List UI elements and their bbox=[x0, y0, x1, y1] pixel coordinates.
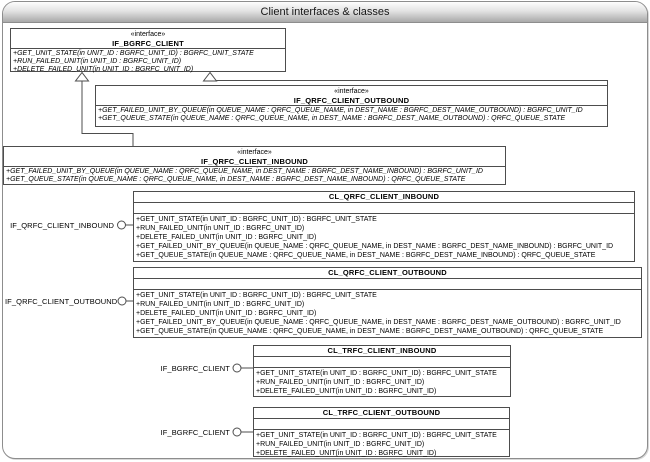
lollipop-label-if-qrfc-client-outbound: IF_QRFC_CLIENT_OUTBOUND bbox=[5, 297, 118, 306]
attributes-compartment bbox=[254, 356, 510, 367]
methods-compartment bbox=[4, 166, 505, 185]
method-line: +GET_UNIT_STATE(in UNIT_ID : BGRFC_UNIT_ID) : BGRFC_UNIT_STATE bbox=[136, 292, 377, 299]
method-line: +DELETE_FAILED_UNIT(in UNIT_ID : BGRFC_UNIT_ID) bbox=[256, 450, 437, 457]
method-line: +GET_FAILED_UNIT_BY_QUEUE(in QUEUE_NAME : QRFC_QUEUE_NAME, in DEST_NAME : BGRFC_DEST_NAME_OUTBOUND) : BGRFC_UNIT_ID bbox=[136, 319, 621, 326]
lollipop-label-if-bgrfc-client-inbound: IF_BGRFC_CLIENT bbox=[160, 364, 230, 373]
interface-name: IF_QRFC_CLIENT_OUTBOUND bbox=[293, 96, 410, 105]
methods-compartment bbox=[96, 105, 607, 124]
lollipop-label-if-bgrfc-client-outbound: IF_BGRFC_CLIENT bbox=[160, 428, 230, 437]
methods-compartment bbox=[134, 213, 634, 261]
stereotype-label: «interface» bbox=[334, 88, 369, 95]
class-cl-qrfc-client-inbound bbox=[133, 191, 635, 262]
method-line: +DELETE_FAILED_UNIT(in UNIT_ID : BGRFC_UNIT_ID) bbox=[136, 310, 317, 317]
method-line: +RUN_FAILED_UNIT(in UNIT_ID : BGRFC_UNIT_ID) bbox=[256, 441, 425, 448]
methods-compartment bbox=[254, 429, 509, 459]
class-cl-trfc-client-inbound bbox=[253, 345, 511, 397]
interface-header bbox=[11, 29, 285, 48]
interface-if-qrfc-client-outbound bbox=[95, 85, 608, 127]
attributes-compartment bbox=[134, 202, 634, 213]
class-cl-qrfc-client-outbound bbox=[133, 267, 642, 338]
method-line: +GET_QUEUE_STATE(in QUEUE_NAME : QRFC_QUEUE_NAME, in DEST_NAME : BGRFC_DEST_NAME_INBOUND) : QRFC_QUEUE_STATE bbox=[136, 252, 596, 259]
interface-name: IF_QRFC_CLIENT_INBOUND bbox=[201, 157, 308, 166]
interface-if-qrfc-client-inbound bbox=[3, 146, 506, 185]
method-line: +RUN_FAILED_UNIT(in UNIT_ID : BGRFC_UNIT_ID) bbox=[13, 58, 182, 65]
class-name: CL_QRFC_CLIENT_OUTBOUND bbox=[328, 268, 447, 277]
method-line: +DELETE_FAILED_UNIT(in UNIT_ID : BGRFC_UNIT_ID) bbox=[136, 234, 317, 241]
attributes-compartment bbox=[254, 418, 509, 429]
method-line: +DELETE_FAILED_UNIT(in UNIT_ID : BGRFC_UNIT_ID) bbox=[256, 388, 437, 395]
stereotype-label: «interface» bbox=[237, 149, 272, 156]
method-line: +GET_QUEUE_STATE(in QUEUE_NAME : QRFC_QUEUE_NAME, in DEST_NAME : BGRFC_DEST_NAME_OUTBOUND) : QRFC_QUEUE_STATE bbox=[98, 115, 566, 122]
interface-header bbox=[96, 86, 607, 105]
interface-name: IF_BGRFC_CLIENT bbox=[112, 39, 184, 48]
class-cl-trfc-client-outbound bbox=[253, 407, 510, 457]
method-line: +RUN_FAILED_UNIT(in UNIT_ID : BGRFC_UNIT_ID) bbox=[136, 225, 305, 232]
method-line: +RUN_FAILED_UNIT(in UNIT_ID : BGRFC_UNIT_ID) bbox=[136, 301, 305, 308]
class-name: CL_QRFC_CLIENT_INBOUND bbox=[328, 192, 440, 201]
method-line: +GET_UNIT_STATE(in UNIT_ID : BGRFC_UNIT_ID) : BGRFC_UNIT_STATE bbox=[13, 50, 254, 57]
method-line: +GET_UNIT_STATE(in UNIT_ID : BGRFC_UNIT_ID) : BGRFC_UNIT_STATE bbox=[136, 216, 377, 223]
method-line: +DELETE_FAILED_UNIT(in UNIT_ID : BGRFC_UNIT_ID) bbox=[13, 66, 194, 73]
diagram-title-bar bbox=[3, 2, 647, 23]
methods-compartment bbox=[11, 48, 285, 75]
method-line: +GET_FAILED_UNIT_BY_QUEUE(in QUEUE_NAME : QRFC_QUEUE_NAME, in DEST_NAME : BGRFC_DEST_NAME_INBOUND) : BGRFC_UNIT_ID bbox=[6, 168, 483, 175]
lollipop-label-if-qrfc-client-inbound: IF_QRFC_CLIENT_INBOUND bbox=[10, 221, 114, 230]
method-line: +GET_QUEUE_STATE(in QUEUE_NAME : QRFC_QUEUE_NAME, in DEST_NAME : BGRFC_DEST_NAME_INBOUND) : QRFC_QUEUE_STATE bbox=[6, 176, 466, 183]
class-name: CL_TRFC_CLIENT_OUTBOUND bbox=[322, 408, 441, 417]
method-line: +GET_QUEUE_STATE(in QUEUE_NAME : QRFC_QUEUE_NAME, in DEST_NAME : BGRFC_DEST_NAME_OUTBOUND) : QRFC_QUEUE_STATE bbox=[136, 328, 604, 335]
class-name: CL_TRFC_CLIENT_INBOUND bbox=[327, 346, 437, 355]
stereotype-label: «interface» bbox=[130, 31, 166, 38]
interface-if-bgrfc-client bbox=[10, 28, 286, 72]
method-line: +GET_UNIT_STATE(in UNIT_ID : BGRFC_UNIT_ID) : BGRFC_UNIT_STATE bbox=[256, 370, 497, 377]
method-line: +GET_FAILED_UNIT_BY_QUEUE(in QUEUE_NAME : QRFC_QUEUE_NAME, in DEST_NAME : BGRFC_DEST_NAME_OUTBOUND) : BGRFC_UNIT_ID bbox=[98, 107, 583, 114]
interface-header bbox=[4, 147, 505, 166]
method-line: +RUN_FAILED_UNIT(in UNIT_ID : BGRFC_UNIT_ID) bbox=[256, 379, 425, 386]
method-line: +GET_UNIT_STATE(in UNIT_ID : BGRFC_UNIT_ID) : BGRFC_UNIT_STATE bbox=[256, 432, 497, 439]
diagram-title: Client interfaces & classes bbox=[260, 6, 390, 18]
attributes-compartment bbox=[134, 278, 641, 289]
method-line: +GET_FAILED_UNIT_BY_QUEUE(in QUEUE_NAME : QRFC_QUEUE_NAME, in DEST_NAME : BGRFC_DEST_NAME_INBOUND) : BGRFC_UNIT_ID bbox=[136, 243, 614, 250]
methods-compartment bbox=[254, 367, 510, 397]
methods-compartment bbox=[134, 289, 641, 337]
